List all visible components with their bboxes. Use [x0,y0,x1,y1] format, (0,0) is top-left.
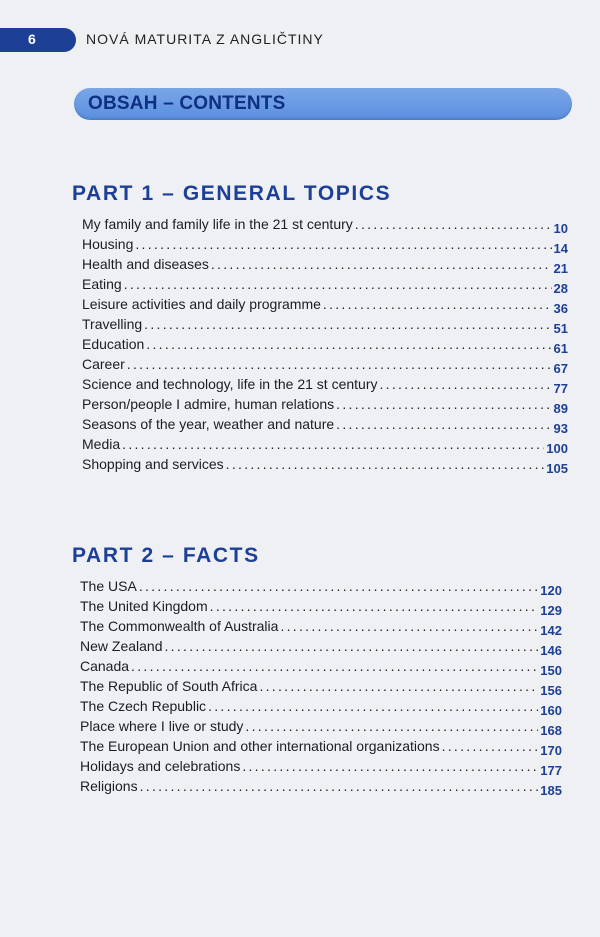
contents-entry [80,614,562,638]
entry-page-number: 142 [540,623,562,638]
dot-leader [131,658,538,674]
entry-topic: The United Kingdom [80,598,208,614]
dot-leader [135,236,551,252]
entry-page-number: 120 [540,583,562,598]
dot-leader [259,678,538,694]
entry-topic: Science and technology, life in the 21 st century [82,376,378,392]
contents-entry [80,694,562,718]
part-1-contents-list [82,212,568,476]
dot-leader [323,296,552,312]
dot-leader [210,598,539,614]
entry-page-number: 170 [540,743,562,758]
dot-leader [226,456,545,472]
contents-entry [80,594,562,618]
entry-topic: My family and family life in the 21 st century [82,216,353,232]
dot-leader [124,276,552,292]
contents-entry [82,252,568,276]
dot-leader [336,416,551,432]
entry-topic: Canada [80,658,130,674]
entry-page-number: 168 [540,723,562,738]
contents-entry [80,574,562,598]
entry-page-number: 185 [540,783,562,798]
entry-page-number: 61 [553,341,568,356]
entry-page-number: 77 [553,381,568,396]
dot-leader [245,718,538,734]
contents-entry [82,312,568,336]
contents-entry [80,634,562,658]
entry-topic: New Zealand [80,638,163,654]
entry-topic: Travelling [82,316,143,332]
entry-page-number: 160 [540,703,562,718]
entry-topic: The European Union and other international organizations [80,738,440,754]
entry-topic: Place where I live or study [80,718,244,734]
dot-leader [379,376,551,392]
page-number-tab [0,28,76,52]
contents-entry [80,654,562,678]
contents-entry [82,212,568,236]
entry-topic: Eating [82,276,122,292]
entry-topic: Health and diseases [82,256,209,272]
dot-leader [442,738,539,754]
dot-leader [280,618,538,634]
entry-page-number: 93 [553,421,568,436]
entry-page-number: 177 [540,763,562,778]
dot-leader [127,356,552,372]
entry-topic: Career [82,356,125,372]
dot-leader [355,216,552,232]
page-number: 6 [28,31,36,47]
entry-page-number: 67 [553,361,568,376]
contents-entry [80,754,562,778]
contents-entry [82,292,568,316]
entry-topic: Person/people I admire, human relations [82,396,335,412]
dot-leader [140,778,539,794]
entry-topic: The Commonwealth of Australia [80,618,279,634]
entry-page-number: 36 [553,301,568,316]
contents-entry [80,674,562,698]
contents-entry [80,714,562,738]
dot-leader [336,396,551,412]
dot-leader [146,336,551,352]
contents-entry [82,332,568,356]
entry-topic: Holidays and celebrations [80,758,241,774]
contents-title: OBSAH – CONTENTS [88,93,286,114]
entry-topic: Seasons of the year, weather and nature [82,416,335,432]
dot-leader [122,436,544,452]
contents-entry [82,432,568,456]
dot-leader [139,578,538,594]
entry-page-number: 146 [540,643,562,658]
entry-topic: Leisure activities and daily programme [82,296,321,312]
entry-page-number: 89 [553,401,568,416]
entry-page-number: 156 [540,683,562,698]
entry-page-number: 28 [553,281,568,296]
entry-topic: Education [82,336,145,352]
entry-topic: The Republic of South Africa [80,678,258,694]
entry-topic: The Czech Republic [80,698,207,714]
dot-leader [208,698,538,714]
dot-leader [211,256,552,272]
entry-page-number: 51 [553,321,568,336]
entry-page-number: 105 [546,461,568,476]
entry-topic: Shopping and services [82,456,224,472]
part-2-heading: PART 2 – FACTS [72,544,260,567]
contents-entry [80,774,562,798]
dot-leader [165,638,539,654]
contents-entry [80,734,562,758]
entry-topic: Religions [80,778,138,794]
dot-leader [144,316,551,332]
contents-entry [82,372,568,396]
entry-page-number: 21 [553,261,568,276]
entry-page-number: 150 [540,663,562,678]
entry-page-number: 100 [546,441,568,456]
entry-topic: Housing [82,236,134,252]
contents-entry [82,452,568,476]
part-1-heading: PART 1 – GENERAL TOPICS [72,182,392,205]
entry-topic: The USA [80,578,137,594]
dot-leader [242,758,538,774]
contents-entry [82,352,568,376]
contents-entry [82,392,568,416]
contents-entry [82,272,568,296]
book-title: NOVÁ MATURITA Z ANGLIČTINY [86,31,324,47]
entry-page-number: 129 [540,603,562,618]
entry-topic: Media [82,436,121,452]
contents-entry [82,412,568,436]
part-2-contents-list [80,574,562,798]
entry-page-number: 14 [553,241,568,256]
entry-page-number: 10 [553,221,568,236]
contents-entry [82,232,568,256]
